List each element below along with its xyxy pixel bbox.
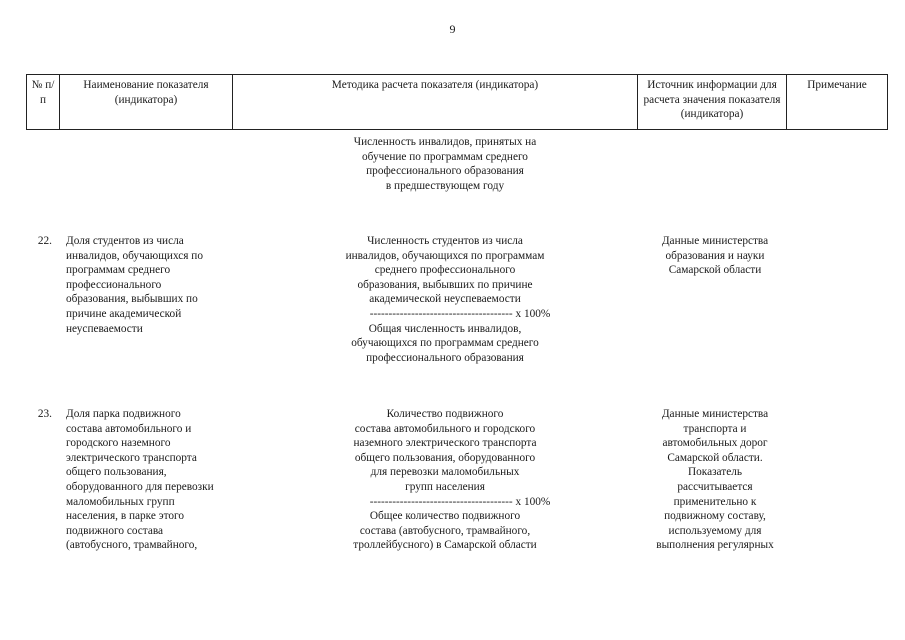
source-line: рассчитывается [677, 480, 753, 493]
name-line: (автобусного, трамвайного, [66, 539, 198, 552]
header-method: Методика расчета показателя (индикатора) [233, 75, 638, 130]
name-line: профессионального [66, 278, 162, 291]
indicator-name [66, 234, 246, 336]
method-line: состава автомобильного и городского [354, 422, 536, 435]
fraction-line: -------------------------------------- х 100% [369, 495, 551, 508]
source-line: подвижному составу, [664, 510, 766, 523]
page-number: 9 [449, 22, 456, 36]
source-line: Самарской области [668, 264, 762, 277]
name-line: состава автомобильного и [66, 422, 192, 435]
method-line: общего пользования, оборудованного [354, 451, 536, 464]
method-line: обучение по программам среднего [362, 150, 528, 163]
source-line: Данные министерства [661, 408, 769, 420]
name-line: образования, выбывших по [66, 293, 198, 306]
continuation-method [300, 135, 590, 193]
method-line: Общая численность инвалидов, [368, 322, 522, 335]
name-line: оборудованного для перевозки [66, 480, 214, 493]
source-info [640, 407, 790, 553]
name-line: причине академической [66, 307, 182, 320]
method-line: Численность студентов из числа [367, 235, 523, 247]
method-line: Количество подвижного [386, 408, 504, 420]
indicator-table-header [26, 74, 888, 130]
fraction-line: -------------------------------------- х 100% [369, 307, 551, 320]
source-line: применительно к [673, 495, 757, 508]
method-line: академической неуспеваемости [369, 293, 521, 306]
header-note: Примечание [787, 75, 888, 130]
name-line: Доля студентов из числа [66, 235, 184, 247]
name-line: маломобильных групп [66, 495, 175, 508]
source-line: образования и науки [665, 249, 765, 262]
method-line: групп населения [405, 480, 485, 493]
name-line: подвижного состава [66, 524, 164, 537]
source-line: используемому для [668, 524, 762, 537]
name-line: общего пользования, [66, 466, 167, 479]
header-indicator-name: Наименование показателя (индикатора) [60, 75, 233, 130]
method-line: среднего профессионального [374, 264, 516, 277]
method-line: наземного электрического транспорта [353, 437, 537, 450]
source-line: автомобильных дорог [662, 437, 768, 450]
method-line: профессионального образования [366, 351, 524, 364]
indicator-name [66, 407, 251, 553]
method-line: троллейбусного) в Самарской области [353, 539, 537, 552]
name-line: программам среднего [66, 264, 171, 277]
method-line: Общее количество подвижного [369, 510, 521, 523]
source-line: Показатель [687, 466, 743, 479]
source-line: Самарской области. [667, 451, 763, 464]
method-line: образования, выбывших по причине [357, 278, 533, 291]
method-line: в предшествующем году [385, 179, 505, 192]
name-line: населения, в парке этого [66, 510, 185, 523]
method-line: состава (автобусного, трамвайного, [359, 524, 531, 537]
row-number: 22. [37, 235, 52, 247]
header-number: № п/п [27, 75, 60, 130]
method-line: Численность инвалидов, принятых на [353, 136, 537, 148]
method-formula [300, 234, 590, 365]
method-line: для перевозки маломобильных [370, 466, 520, 479]
source-info [640, 234, 790, 278]
method-formula [300, 407, 590, 553]
name-line: электрического транспорта [66, 451, 197, 464]
name-line: Доля парка подвижного [66, 408, 181, 420]
header-source: Источник информации для расчета значения показателя (индикатора) [638, 75, 787, 130]
method-line: профессионального образования [366, 165, 524, 178]
method-line: обучающихся по программам среднего [351, 337, 539, 350]
source-line: Данные министерства [661, 235, 769, 247]
source-line: транспорта и [683, 422, 747, 435]
source-line: выполнения регулярных [656, 539, 774, 552]
name-line: городского наземного [66, 437, 171, 450]
name-line: инвалидов, обучающихся по [66, 249, 203, 262]
row-number: 23. [37, 408, 52, 420]
name-line: неуспеваемости [66, 322, 143, 335]
method-line: инвалидов, обучающихся по программам [345, 249, 545, 262]
